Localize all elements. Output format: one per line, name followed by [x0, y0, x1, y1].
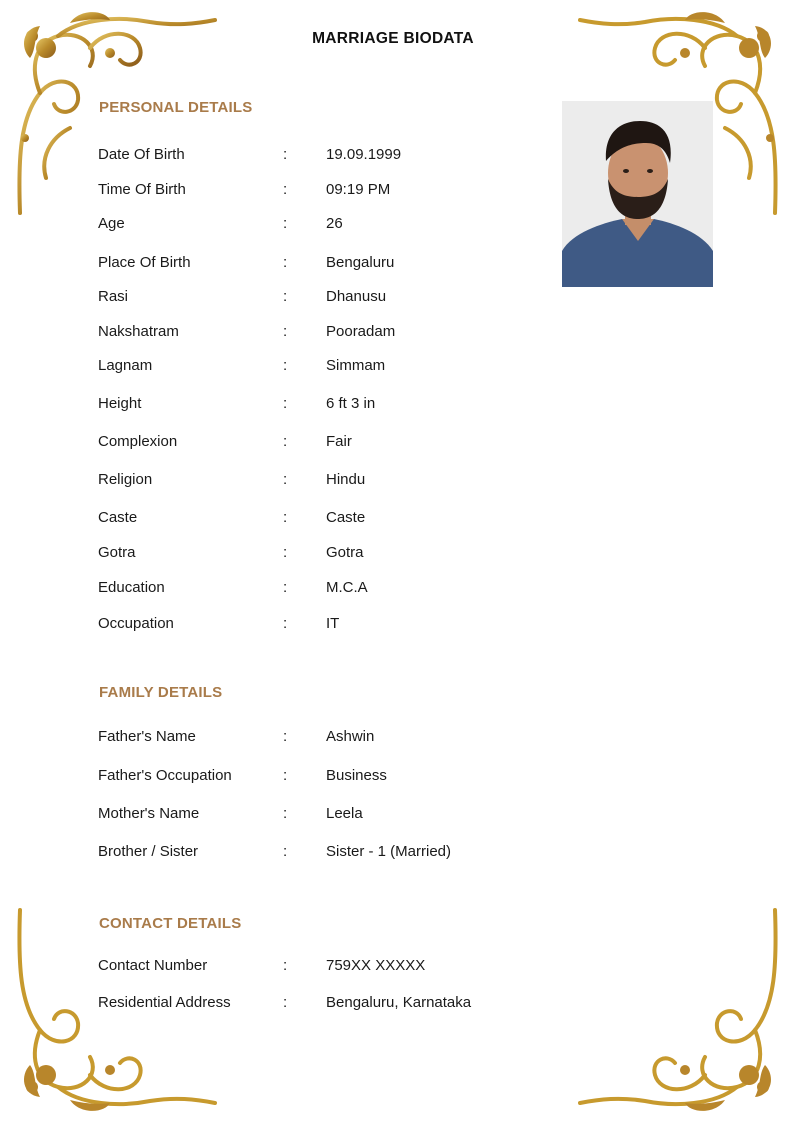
detail-row	[0, 767, 560, 787]
separator: :	[283, 544, 288, 561]
detail-row	[0, 288, 560, 308]
detail-value: Dhanusu	[326, 288, 387, 305]
detail-label: Caste	[98, 509, 138, 526]
profile-photo	[562, 101, 713, 287]
contact-details-heading: CONTACT DETAILS	[99, 915, 242, 932]
detail-value: 19.09.1999	[326, 146, 402, 163]
separator: :	[283, 843, 288, 860]
detail-value: M.C.A	[326, 579, 368, 596]
detail-row	[0, 728, 560, 748]
detail-row	[0, 805, 560, 825]
detail-label: Father's Occupation	[98, 767, 232, 784]
separator: :	[283, 957, 288, 974]
detail-row	[0, 323, 560, 343]
detail-row	[0, 181, 560, 201]
page-title: MARRIAGE BIODATA	[312, 30, 474, 47]
detail-label: Gotra	[98, 544, 136, 561]
separator: :	[283, 288, 288, 305]
detail-row	[0, 509, 560, 529]
separator: :	[283, 471, 288, 488]
detail-label: Age	[98, 215, 125, 232]
detail-label: Complexion	[98, 433, 178, 450]
detail-label: Contact Number	[98, 957, 208, 974]
detail-value: 09:19 PM	[326, 181, 391, 198]
detail-label: Nakshatram	[98, 323, 179, 340]
separator: :	[283, 805, 288, 822]
detail-label: Height	[98, 395, 142, 412]
detail-value: 6 ft 3 in	[326, 395, 376, 412]
person-portrait-icon	[562, 101, 713, 287]
detail-value: Ashwin	[326, 728, 375, 745]
separator: :	[283, 215, 288, 232]
detail-label: Father's Name	[98, 728, 196, 745]
detail-row	[0, 843, 560, 863]
detail-label: Residential Address	[98, 994, 231, 1011]
detail-value: Pooradam	[326, 323, 396, 340]
separator: :	[283, 728, 288, 745]
detail-label: Lagnam	[98, 357, 153, 374]
detail-row	[0, 215, 560, 235]
detail-value: 759XX XXXXX	[326, 957, 426, 974]
detail-row	[0, 254, 560, 274]
detail-label: Religion	[98, 471, 153, 488]
detail-row	[0, 615, 560, 635]
detail-value: Caste	[326, 509, 366, 526]
detail-label: Education	[98, 579, 165, 596]
detail-row	[0, 471, 560, 491]
separator: :	[283, 433, 288, 450]
separator: :	[283, 579, 288, 596]
family-details-heading: FAMILY DETAILS	[99, 684, 223, 701]
separator: :	[283, 323, 288, 340]
detail-row	[0, 146, 560, 166]
separator: :	[283, 357, 288, 374]
detail-label: Occupation	[98, 615, 174, 632]
separator: :	[283, 994, 288, 1011]
detail-value: Bengaluru, Karnataka	[326, 994, 472, 1011]
personal-details-heading: PERSONAL DETAILS	[99, 99, 253, 116]
detail-value: 26	[326, 215, 343, 232]
detail-row	[0, 433, 560, 453]
detail-row	[0, 994, 560, 1014]
detail-value: Hindu	[326, 471, 366, 488]
separator: :	[283, 509, 288, 526]
separator: :	[283, 395, 288, 412]
detail-row	[0, 957, 560, 977]
detail-row	[0, 357, 560, 377]
separator: :	[283, 254, 288, 271]
detail-value: Simmam	[326, 357, 386, 374]
detail-value: Sister - 1 (Married)	[326, 843, 452, 860]
separator: :	[283, 767, 288, 784]
floral-ornament-icon	[570, 900, 785, 1115]
separator: :	[283, 181, 288, 198]
detail-value: Fair	[326, 433, 352, 450]
detail-value: Leela	[326, 805, 363, 822]
detail-label: Rasi	[98, 288, 129, 305]
corner-ornament-bottom-right	[570, 900, 785, 1115]
detail-label: Brother / Sister	[98, 843, 199, 860]
detail-row	[0, 579, 560, 599]
detail-label: Time Of Birth	[98, 181, 186, 198]
detail-row	[0, 544, 560, 564]
detail-value: Gotra	[326, 544, 364, 561]
detail-label: Mother's Name	[98, 805, 200, 822]
detail-value: Business	[326, 767, 387, 784]
detail-value: IT	[326, 615, 340, 632]
detail-value: Bengaluru	[326, 254, 395, 271]
separator: :	[283, 146, 288, 163]
detail-row	[0, 395, 560, 415]
detail-label: Place Of Birth	[98, 254, 191, 271]
detail-label: Date Of Birth	[98, 146, 185, 163]
separator: :	[283, 615, 288, 632]
